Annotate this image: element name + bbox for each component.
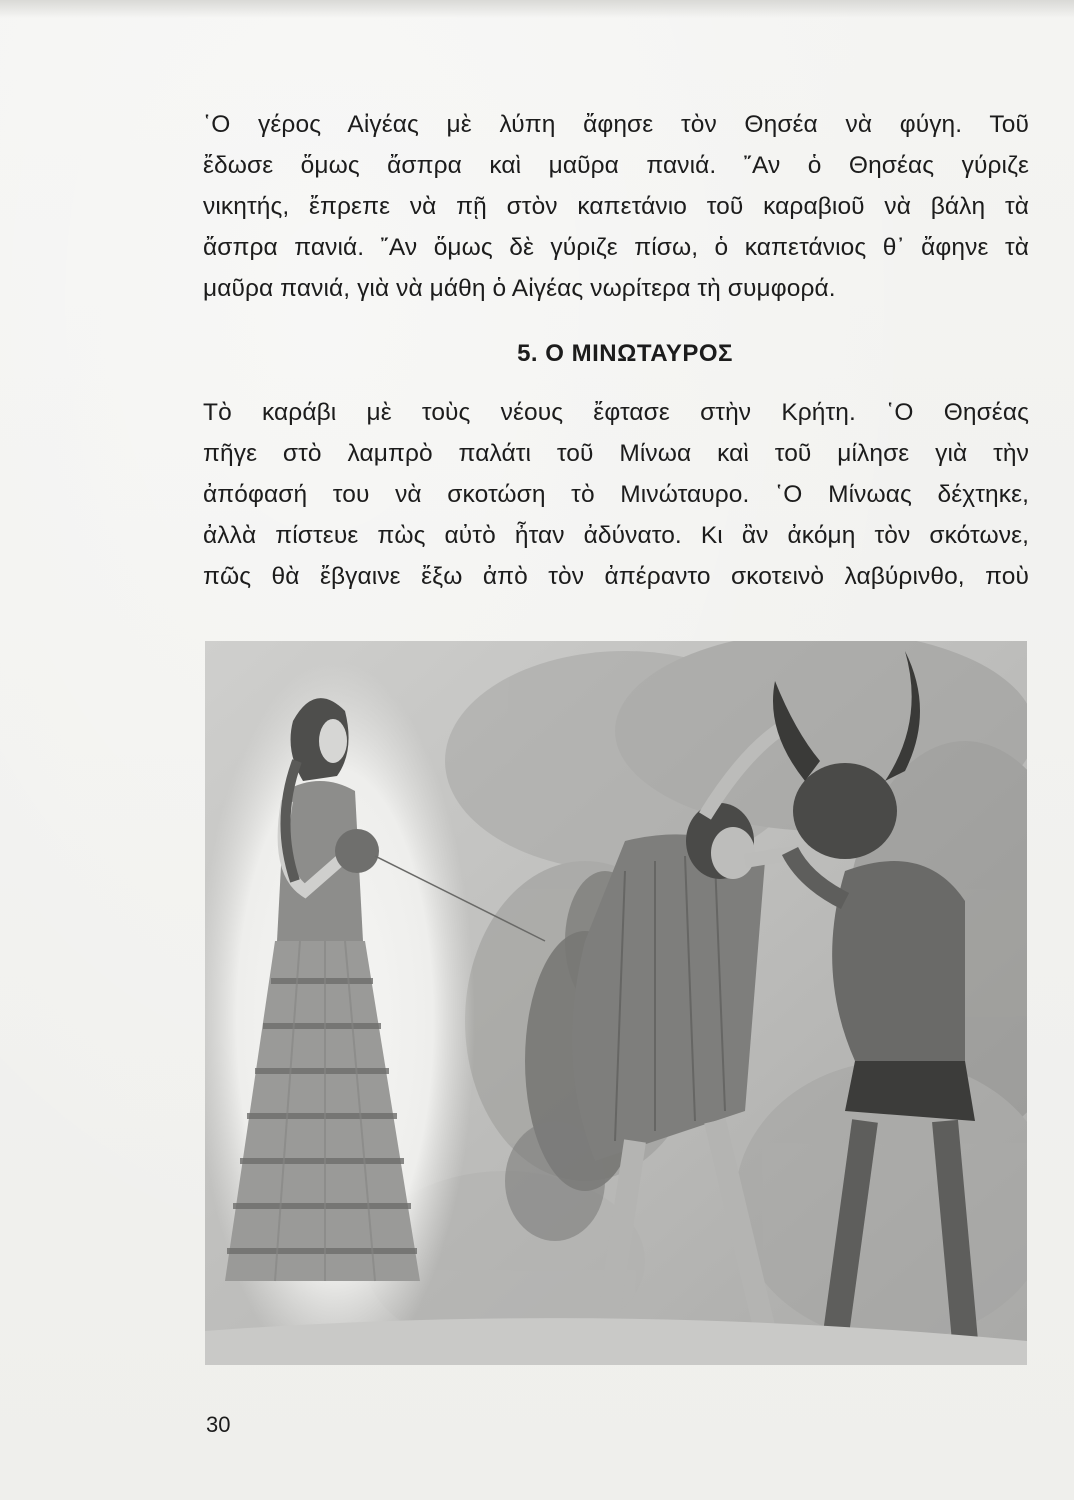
text-line: πῶς θὰ ἔβγαινε ἔξω ἀπὸ τὸν ἀπέραντο σκοτεινὸ λαβύρινθο, ποὺ <box>203 563 1029 590</box>
text-line: ἄσπρα πανιά. ῎Αν ὅμως δὲ γύριζε πίσω, ὁ καπετάνιος θ᾽ ἄφηνε τὰ <box>203 234 1029 261</box>
text-line: ἔδωσε ὅμως ἄσπρα καὶ μαῦρα πανιά. ῎Αν ὁ Θησέας γύριζε <box>203 152 1029 179</box>
paragraph-1 <box>203 104 1029 309</box>
illustration-ariadne-theseus-minotaur <box>205 641 1027 1365</box>
illustration-drawing <box>205 641 1027 1365</box>
text-line: μαῦρα πανιά, γιὰ νὰ μάθη ὁ Αἰγέας νωρίτερα τὴ συμφορά. <box>203 275 836 302</box>
page-top-edge <box>0 0 1074 18</box>
text-line: πῆγε στὸ λαμπρὸ παλάτι τοῦ Μίνωα καὶ τοῦ μίλησε γιὰ τὴν <box>203 440 1029 467</box>
section-heading: 5. Ο ΜΙΝΩΤΑΥΡΟΣ <box>517 340 733 367</box>
page-number: 30 <box>206 1412 231 1437</box>
text-line: νικητής, ἔπρεπε νὰ πῇ στὸν καπετάνιο τοῦ καραβιοῦ νὰ βάλη τὰ <box>203 193 1029 220</box>
text-line: ῾Ο γέρος Αἰγέας μὲ λύπη ἄφησε τὸν Θησέα νὰ φύγη. Τοῦ <box>203 111 1029 138</box>
text-line: Τὸ καράβι μὲ τοὺς νέους ἔφτασε στὴν Κρήτη. ῾Ο Θησέας <box>203 399 1029 426</box>
text-line: ἀλλὰ πίστευε πὼς αὐτὸ ἦταν ἀδύνατο. Κι ἂν ἀκόμη τὸν σκότωνε, <box>203 522 1029 549</box>
text-line: ἀπόφασή του νὰ σκοτώση τὸ Μινώταυρο. ῾Ο Μίνωας δέχτηκε, <box>203 481 1029 508</box>
paragraph-2 <box>203 392 1029 597</box>
